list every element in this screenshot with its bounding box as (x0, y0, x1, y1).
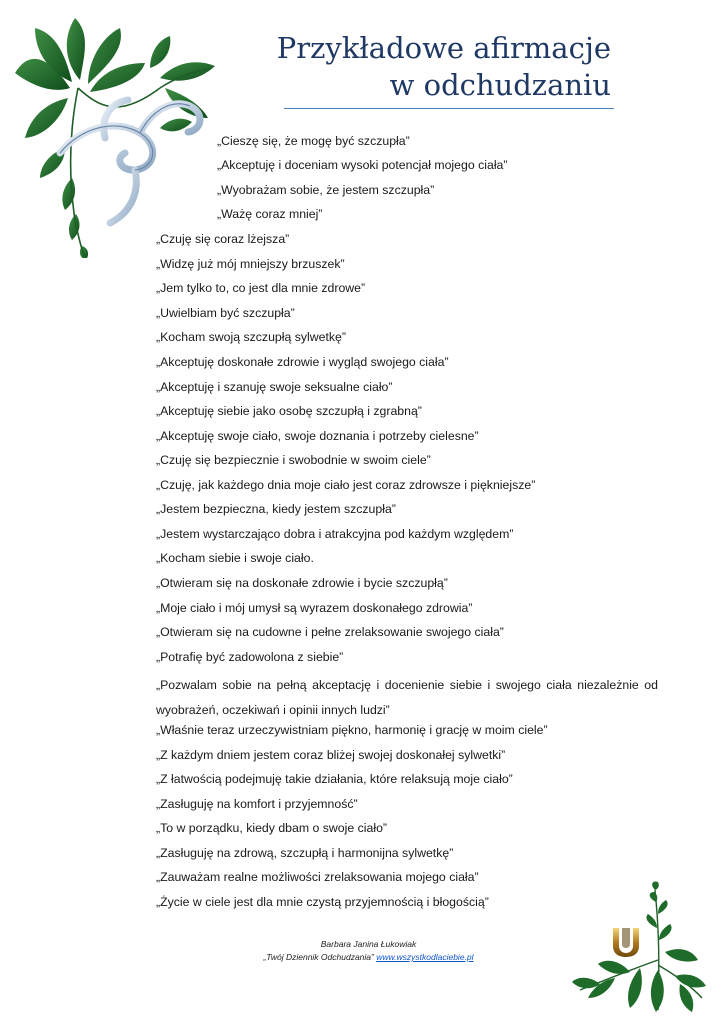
affirmation-item: „To w porządku, kiedy dbam o swoje ciało” (156, 821, 388, 835)
affirmation-item: „Jestem wystarczająco dobra i atrakcyjna pod każdym względem” (156, 527, 514, 541)
footer-publication (230, 951, 507, 964)
affirmation-item: „Akceptuję swoje ciało, swoje doznania i potrzeby cielesne” (156, 429, 479, 443)
leaf-ornament-bottom-icon (570, 880, 710, 1015)
affirmation-item: „Akceptuję doskonałe zdrowie i wygląd swojego ciała” (156, 355, 449, 369)
affirmation-item: „Cieszę się, że mogę być szczupła” (217, 134, 410, 148)
affirmation-item: „Wyobrażam sobie, że jestem szczupła” (217, 183, 435, 197)
affirmation-item: „Jem tylko to, co jest dla mnie zdrowe” (156, 281, 366, 295)
affirmation-item: „Akceptuję i szanuję swoje seksualne ciało” (156, 380, 393, 394)
title-line-2: w odchudzaniu (389, 68, 611, 102)
affirmation-item: „Zauważam realne możliwości zrelaksowania mojego ciała” (156, 870, 479, 884)
affirmation-item: „Czuję, jak każdego dnia moje ciało jest coraz zdrowsze i piękniejsze” (156, 478, 536, 492)
affirmation-item: „Akceptuję i doceniam wysoki potencjał mojego ciała” (217, 158, 508, 172)
affirmation-item: „Zasługuję na komfort i przyjemność” (156, 797, 358, 811)
title-divider (284, 108, 614, 109)
leaf-ornament-top-icon (10, 18, 235, 258)
affirmation-item: „Otwieram się na cudowne i pełne zrelaksowanie swojego ciała” (156, 625, 504, 639)
affirmation-item: „Zasługuję na zdrową, szczupłą i harmonijna sylwetkę” (156, 846, 454, 860)
affirmation-item: „Potrafię być zadowolona z siebie” (156, 650, 344, 664)
page-title (277, 30, 611, 104)
affirmation-item: „Akceptuję siebie jako osobę szczupłą i zgrabną” (156, 404, 422, 418)
affirmation-item: „Czuję się coraz lżejsza” (156, 232, 290, 246)
affirmation-item: „Z łatwością podejmuję takie działania, które relaksują moje ciało” (156, 772, 513, 786)
affirmation-item: „Ważę coraz mniej” (217, 207, 323, 221)
affirmation-item: „Kocham siebie i swoje ciało. (156, 551, 314, 565)
affirmation-item: „Pozwalam sobie na pełną akceptację i docenienie siebie i swojego ciała niezależnie od wyobrażeń, oczekiwań i opinii innych ludzi” (156, 678, 658, 717)
affirmation-item: „Jestem bezpieczna, kiedy jestem szczupła” (156, 502, 396, 516)
title-line-1: Przykładowe afirmacje (276, 31, 611, 65)
affirmation-item: „Moje ciało i mój umysł są wyrazem doskonałego zdrowia” (156, 601, 473, 615)
affirmation-item: „Otwieram się na doskonałe zdrowie i bycie szczupłą” (156, 576, 448, 590)
affirmation-item: „Czuję się bezpiecznie i swobodnie w swoim ciele” (156, 453, 431, 467)
affirmation-item: „Właśnie teraz urzeczywistniam piękno, harmonię i grację w moim ciele” (156, 723, 548, 737)
affirmation-item: „Widzę już mój mniejszy brzuszek” (156, 257, 345, 271)
footer-author: Barbara Janina Łukowiak (320, 939, 417, 949)
affirmation-item: „Z każdym dniem jestem coraz bliżej swojej doskonałej sylwetki” (156, 748, 506, 762)
footer-publication-name: „Twój Dziennik Odchudzania” (263, 952, 377, 962)
affirmation-item: „Życie w ciele jest dla mnie czystą przyjemnością i błogością” (156, 895, 489, 909)
footer-website-link[interactable]: www.wszystkodlaciebie.pl (376, 952, 474, 962)
affirmation-item: „Kocham swoją szczupłą sylwetkę” (156, 330, 346, 344)
affirmation-item: „Uwielbiam być szczupła” (156, 306, 295, 320)
